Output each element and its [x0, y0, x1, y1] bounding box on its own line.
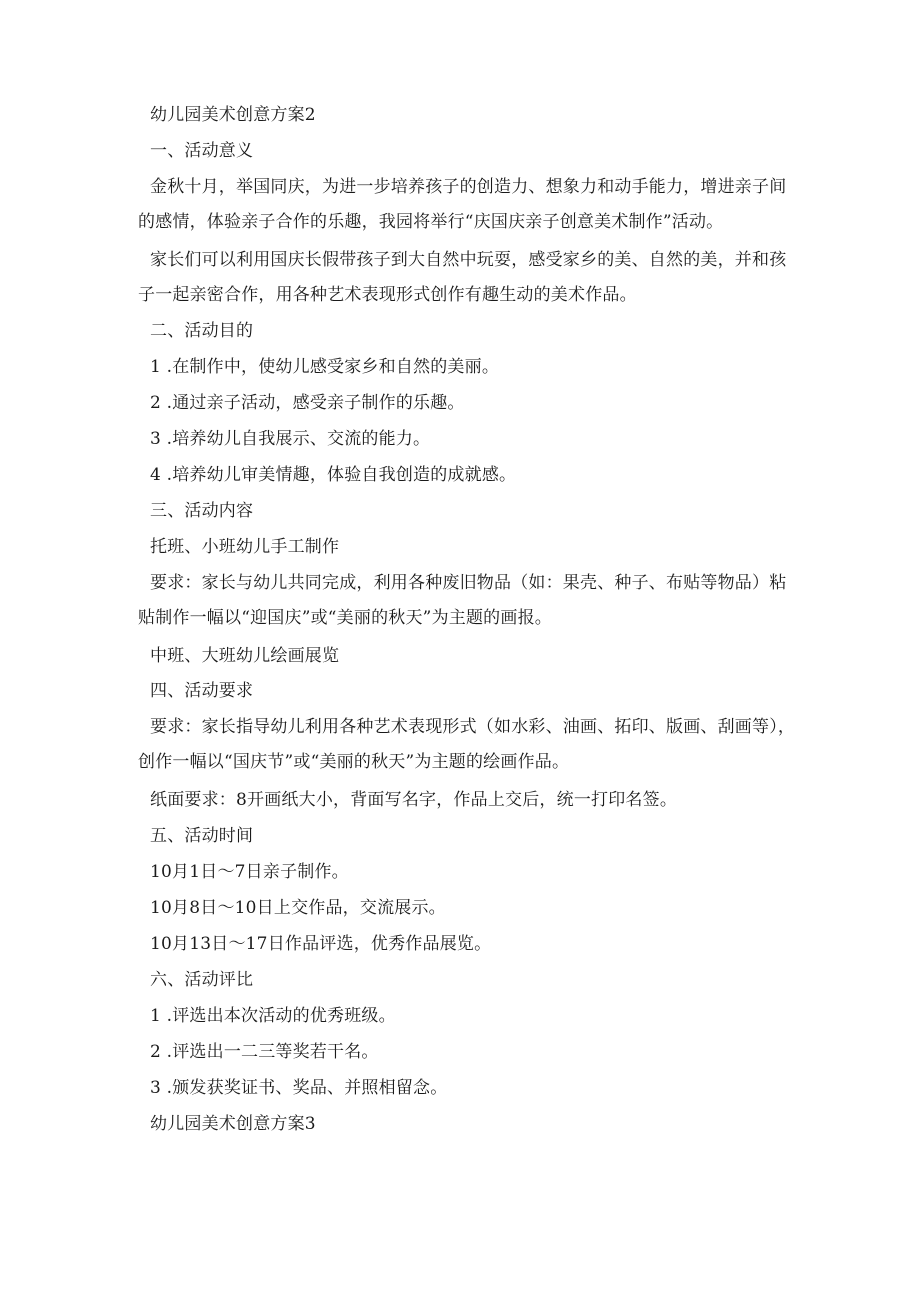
section-4-paper-requirement: 纸面要求：8开画纸大小，背面写名字，作品上交后，统一打印名签。 [150, 790, 678, 810]
section-3-subheading-1: 托班、小班幼儿手工制作 [150, 537, 340, 557]
section-3-requirement-line-1: 要求：家长与幼儿共同完成，利用各种废旧物品（如：果壳、种子、布贴等物品）粘 [150, 573, 787, 593]
section-2-item: 2 .通过亲子活动，感受亲子制作的乐趣。 [150, 393, 465, 413]
section-6-item: 3 .颁发获奖证书、奖品、并照相留念。 [150, 1078, 448, 1098]
section-6-heading: 六、活动评比 [150, 970, 254, 990]
section-5-item: 10月13日～17日作品评选，优秀作品展览。 [150, 934, 492, 954]
section-1-paragraph-2-line-2: 子一起亲密合作，用各种艺术表现形式创作有趣生动的美术作品。 [138, 285, 637, 305]
document-title-3: 幼儿园美术创意方案3 [150, 1114, 316, 1134]
section-5-item: 10月1日～7日亲子制作。 [150, 862, 349, 882]
section-1-heading: 一、活动意义 [150, 141, 254, 161]
section-3-requirement-line-2: 贴制作一幅以“迎国庆”或“美丽的秋天”为主题的画报。 [138, 608, 552, 628]
section-2-item: 3 .培养幼儿自我展示、交流的能力。 [150, 429, 431, 449]
section-6-item: 2 .评选出一二三等奖若干名。 [150, 1042, 379, 1062]
section-4-heading: 四、活动要求 [150, 681, 254, 701]
section-2-item: 1 .在制作中，使幼儿感受家乡和自然的美丽。 [150, 357, 500, 377]
section-3-heading: 三、活动内容 [150, 501, 254, 521]
section-5-item: 10月8日～10日上交作品，交流展示。 [150, 898, 446, 918]
section-2-heading: 二、活动目的 [150, 321, 254, 341]
section-3-subheading-2: 中班、大班幼儿绘画展览 [150, 646, 340, 666]
section-2-item: 4 .培养幼儿审美情趣，体验自我创造的成就感。 [150, 465, 517, 485]
section-1-paragraph-1-line-1: 金秋十月，举国同庆，为进一步培养孩子的创造力、想象力和动手能力，增进亲子间 [150, 177, 787, 197]
section-1-paragraph-1-line-2: 的感情，体验亲子合作的乐趣，我园将举行“庆国庆亲子创意美术制作”活动。 [138, 212, 724, 232]
section-5-heading: 五、活动时间 [150, 826, 254, 846]
section-4-requirement-line-1: 要求：家长指导幼儿利用各种艺术表现形式（如水彩、油画、拓印、版画、刮画等）， [150, 717, 796, 737]
section-6-item: 1 .评选出本次活动的优秀班级。 [150, 1006, 396, 1026]
document-title-2: 幼儿园美术创意方案2 [150, 105, 316, 125]
section-4-requirement-line-2: 创作一幅以“国庆节”或“美丽的秋天”为主题的绘画作品。 [138, 752, 570, 772]
section-1-paragraph-2-line-1: 家长们可以利用国庆长假带孩子到大自然中玩耍，感受家乡的美、自然的美，并和孩 [150, 250, 787, 270]
